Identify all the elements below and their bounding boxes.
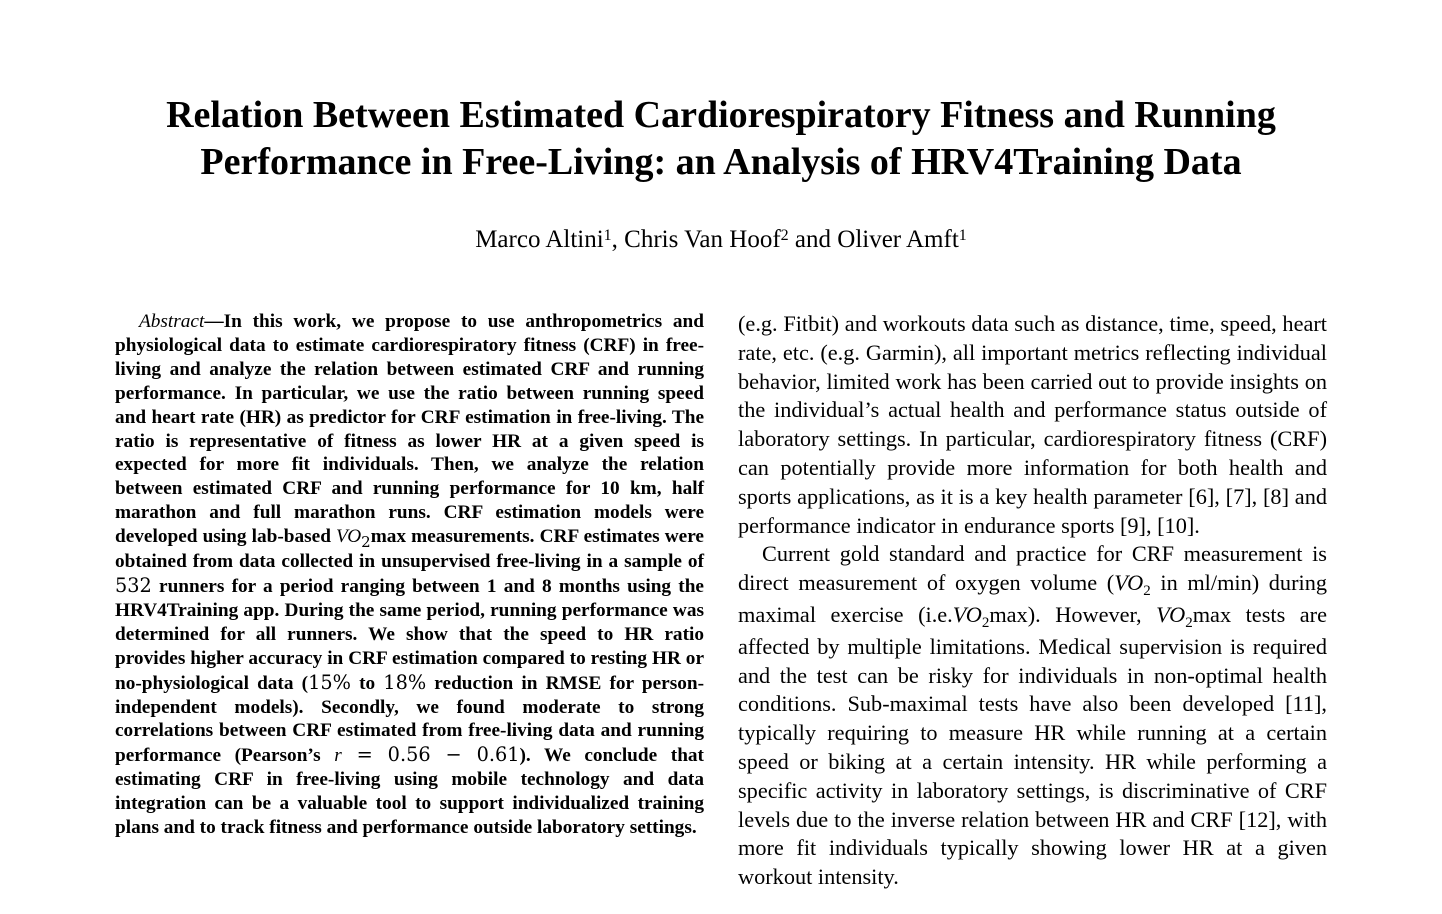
title-line-1: Relation Between Estimated Cardiorespiratory Fitness and Running xyxy=(166,94,1276,136)
vo2-symbol: VO xyxy=(952,601,982,627)
body-paragraph: (e.g. Fitbit) and workouts data such as distance, time, speed, heart rate, etc. (e.g. Garmin), all important metrics reflecting individual behavior, limited work has been carried out to provide insights on the individual’s actual health and performance status outside of laboratory settings. In particular, cardiorespiratory fitness (CRF) can potentially provide more information for both health and sports applications, as it is a key health parameter [6], [7], [8] and performance indicator in endurance sports [9], [10]. xyxy=(738,311,1327,538)
author-affiliation: 1 xyxy=(958,227,967,244)
vo2-symbol: VO xyxy=(1114,570,1144,596)
abstract-text: max measurements. CRF estimates were obtained from data collected in unsupervised free-living in a sample of xyxy=(115,526,704,573)
abstract-text: reduction in RMSE for person-independent models). Secondly, we found moderate to strong correlations between CRF estimated from free-living data and running performance (Pearson’s xyxy=(115,672,704,767)
rmse-reduction-low: 15% xyxy=(308,670,351,694)
author-separator: and xyxy=(788,226,838,253)
body-text: Current gold standard and practice for CRF measurement is direct measurement of oxygen volume ( xyxy=(738,541,1327,596)
rmse-reduction-high: 18% xyxy=(383,670,427,694)
runner-count: 532 xyxy=(115,573,152,597)
abstract-keyword: Abstract xyxy=(139,311,205,332)
abstract-text: ). We conclude that estimating CRF in free-living using mobile technology and data integration can be a valuable tool to support individualized training plans and to track fitness and performance outside laboratory settings. xyxy=(115,745,704,839)
pearson-r-symbol: r xyxy=(334,745,342,767)
author-name: Marco Altini xyxy=(475,226,604,253)
author-separator: , xyxy=(611,226,625,253)
vo2-subscript: 2 xyxy=(1143,583,1151,600)
left-column xyxy=(115,310,704,840)
title-line-2: Performance in Free-Living: an Analysis of HRV4Training Data xyxy=(200,141,1242,183)
author-name: Oliver Amft xyxy=(837,226,959,253)
abstract-paragraph xyxy=(115,310,704,840)
abstract-dash: — xyxy=(204,311,224,332)
paper-title xyxy=(0,92,1442,186)
body-text: max tests are affected by multiple limitations. Medical supervision is required and the test can be risky for individuals in non-optimal health conditions. Sub-maximal tests have also been developed [11], typically requiring to measure HR while running at a certain speed or biking at a certain intensity. HR while performing a specific activity in laboratory settings, is discriminative of CRF levels due to the inverse relation between HR and CRF [12], with more fit individuals typically showing lower HR at a given workout intensity. xyxy=(738,601,1327,890)
author-list xyxy=(0,224,1442,256)
pearson-r-value: = 0.56 − 0.61 xyxy=(341,743,520,767)
author-affiliation: 1 xyxy=(603,227,612,244)
vo2-subscript: 2 xyxy=(981,614,990,631)
vo2-subscript: 2 xyxy=(1185,614,1193,631)
vo2-symbol: VO xyxy=(1156,601,1186,627)
abstract-text: to xyxy=(350,672,384,694)
body-paragraph xyxy=(738,540,1327,892)
body-text: in ml/min) during maximal exercise (i.e. xyxy=(738,570,1328,627)
vo2-symbol: VO xyxy=(336,526,362,548)
right-column xyxy=(738,310,1327,892)
author-affiliation: 2 xyxy=(780,227,789,244)
abstract-text: In this work, we propose to use anthropometrics and physiological data to estimate cardiorespiratory fitness (CRF) in free-living and analyze the relation between estimated CRF and running performance. In particular, we use the ratio between running speed and heart rate (HR) as predictor for CRF estimation in free-living. The ratio is representative of fitness as lower HR at a given speed is expected for more fit individuals. Then, we analyze the relation between estimated CRF and running performance for 10 km, half marathon and full marathon runs. CRF estimation models were developed using lab-based xyxy=(115,311,704,548)
vo2-subscript: 2 xyxy=(361,533,371,552)
abstract-text: runners for a period ranging between 1 and 8 months using the HRV4Training app. During the same period, running performance was determined for all runners. We show that the speed to HR ratio provides higher accuracy in CRF estimation compared to resting HR or no-physiological data ( xyxy=(115,575,704,694)
body-text: max). However, xyxy=(989,601,1157,627)
author-name: Chris Van Hoof xyxy=(624,226,781,253)
